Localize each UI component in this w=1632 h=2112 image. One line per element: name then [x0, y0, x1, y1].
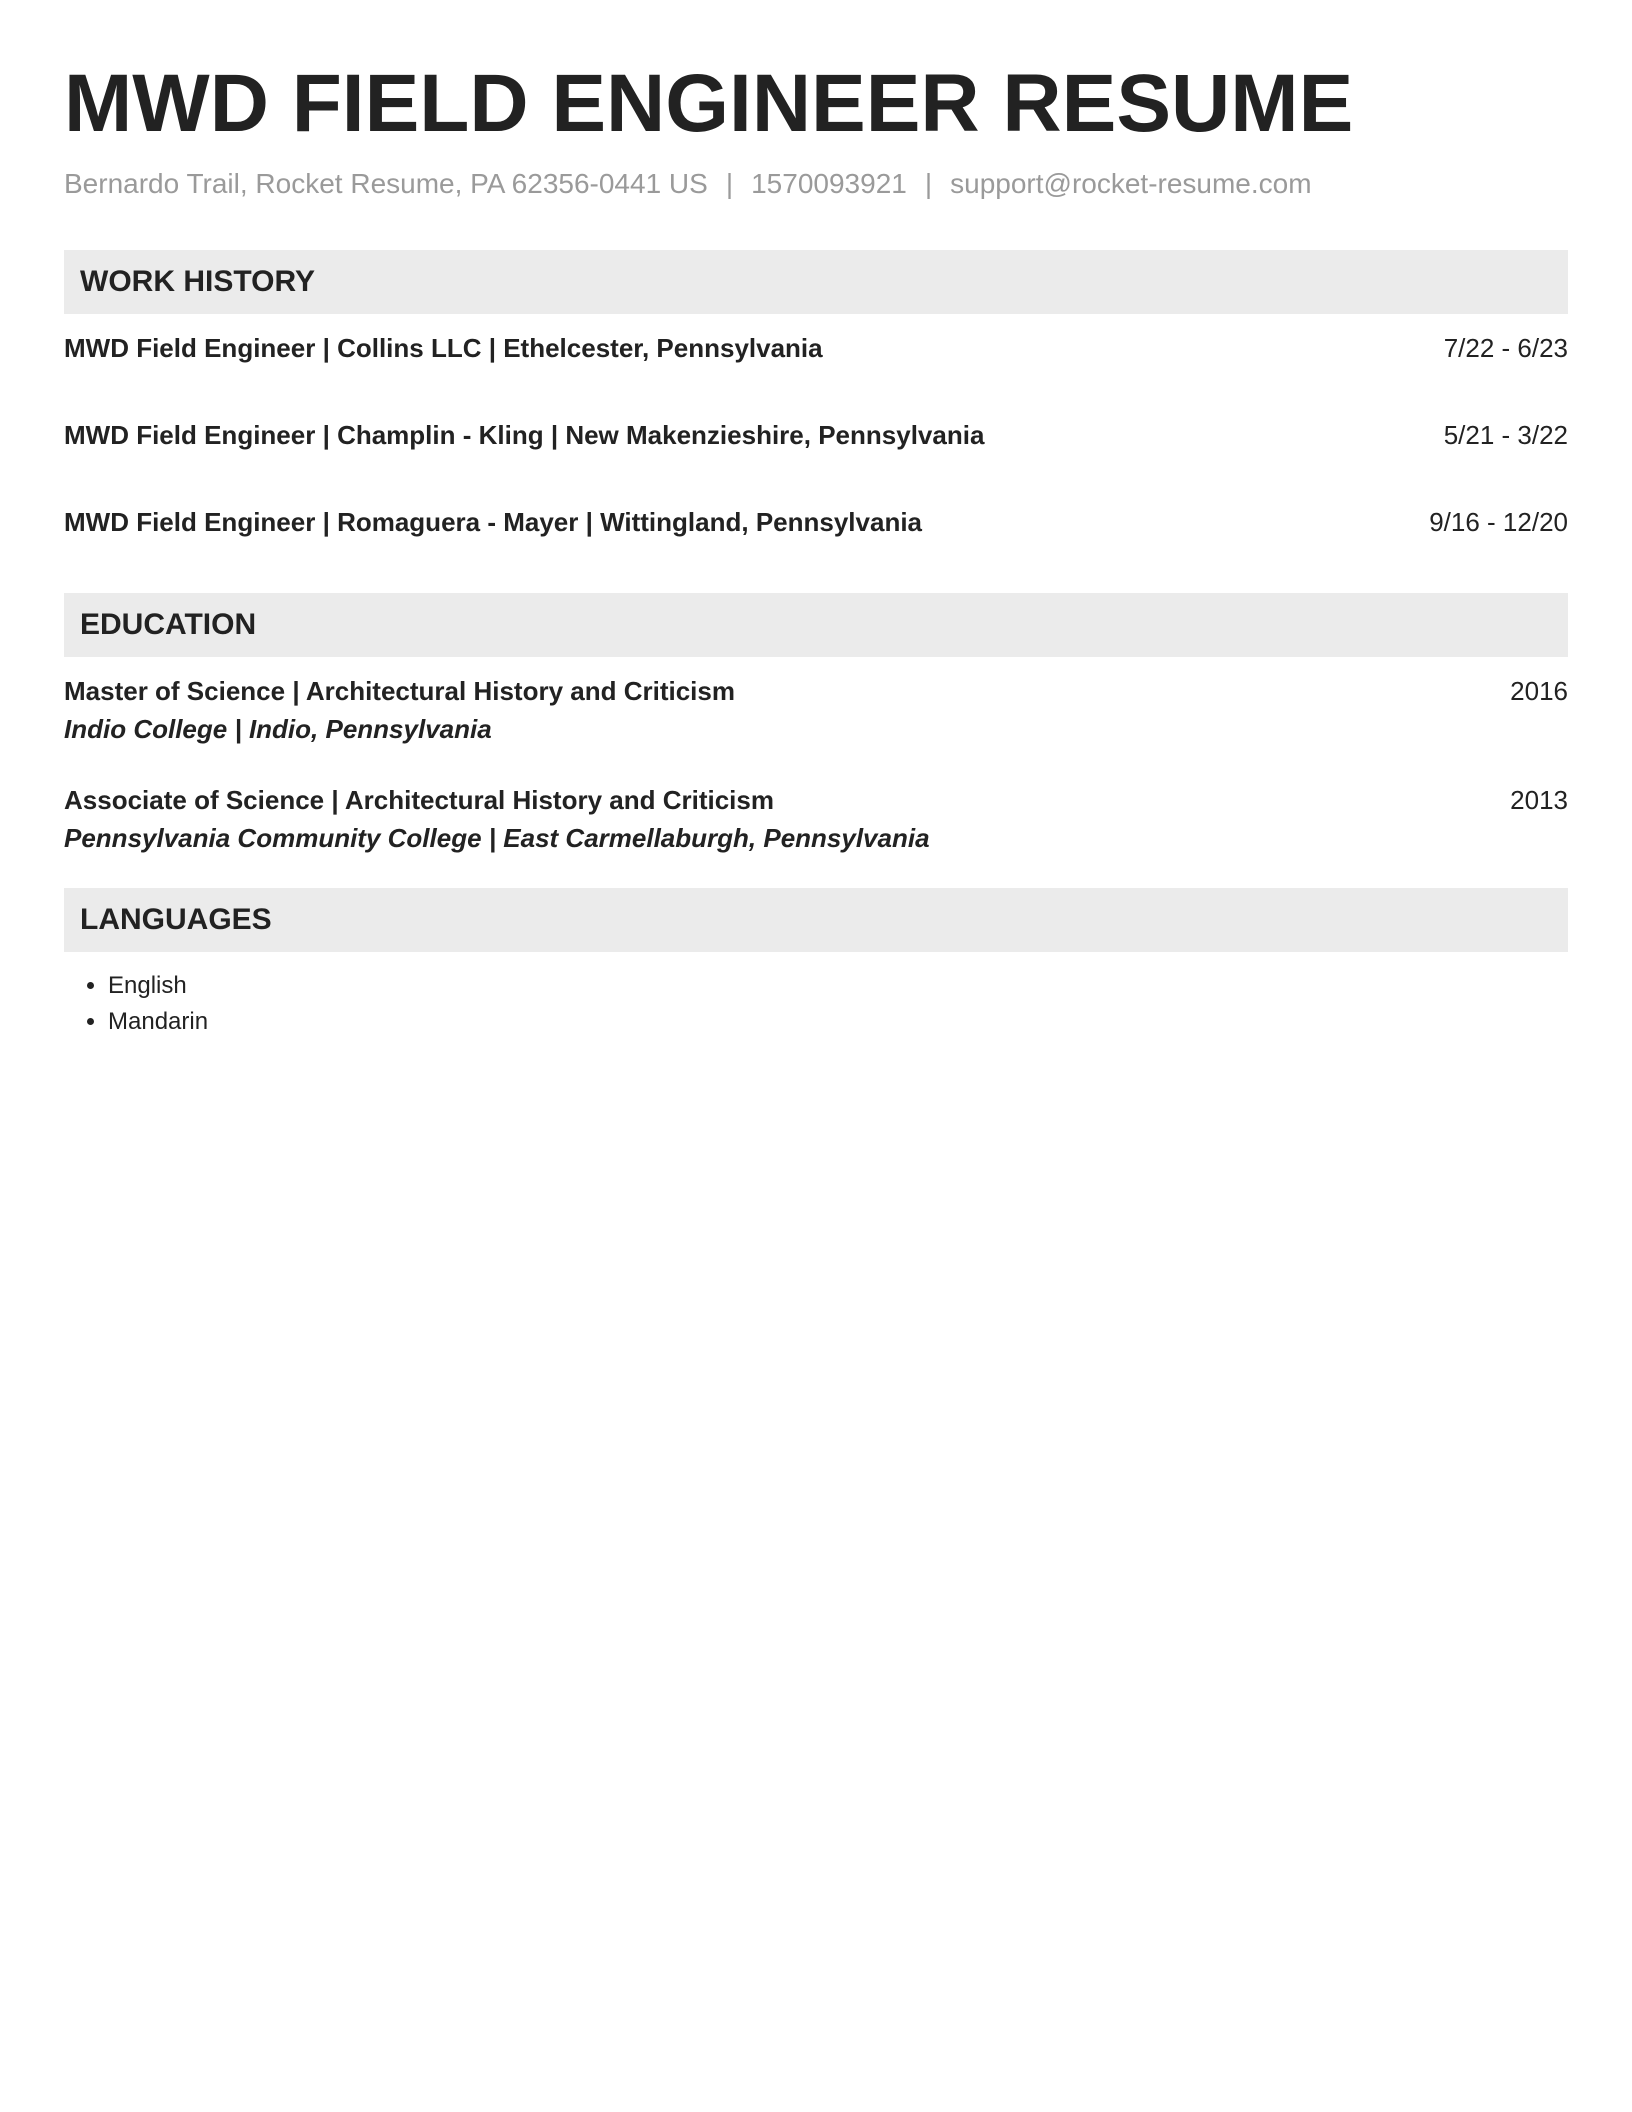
education-section — [64, 593, 1568, 855]
education-entry — [64, 674, 1568, 746]
section-title: EDUCATION — [80, 608, 257, 641]
job-title: MWD Field Engineer | Champlin - Kling | New Makenzieshire, Pennsylvania — [64, 420, 985, 450]
section-header-education — [64, 593, 1568, 657]
contact-separator: | — [725, 168, 734, 199]
education-degree: Master of Science | Architectural History and Criticism — [64, 676, 735, 706]
contact-line — [64, 166, 1568, 202]
languages-section — [64, 888, 1568, 1040]
education-school: Pennsylvania Community College | East Carmellaburgh, Pennsylvania — [64, 823, 930, 853]
education-degree-row — [64, 783, 1568, 817]
contact-separator: | — [924, 168, 933, 199]
job-entry — [64, 418, 1568, 452]
contact-phone: 1570093921 — [751, 168, 907, 199]
job-dates: 7/22 - 6/23 — [1443, 333, 1568, 363]
language-list — [64, 968, 1568, 1040]
list-item: • English — [108, 968, 1568, 1004]
job-title: MWD Field Engineer | Romaguera - Mayer | Wittingland, Pennsylvania — [64, 507, 923, 537]
education-entry — [64, 783, 1568, 855]
job-dates: 9/16 - 12/20 — [1429, 507, 1568, 537]
contact-email: support@rocket-resume.com — [950, 168, 1312, 199]
job-title: MWD Field Engineer | Collins LLC | Ethelcester, Pennsylvania — [64, 333, 823, 363]
job-entry — [64, 505, 1568, 539]
education-list — [64, 657, 1568, 855]
education-school: Indio College | Indio, Pennsylvania — [64, 714, 492, 744]
education-year: 2013 — [1510, 785, 1568, 815]
list-item: • Mandarin — [108, 1004, 1568, 1040]
education-degree: Associate of Science | Architectural History and Criticism — [64, 785, 774, 815]
job-list — [64, 314, 1568, 539]
work-history-section — [64, 250, 1568, 539]
education-year: 2016 — [1510, 676, 1568, 706]
section-header-work-history — [64, 250, 1568, 314]
page-title: MWD FIELD ENGINEER RESUME — [64, 58, 1354, 149]
section-title: WORK HISTORY — [80, 265, 316, 298]
contact-address: Bernardo Trail, Rocket Resume, PA 62356-0441 US — [64, 168, 708, 199]
education-degree-row — [64, 674, 1568, 708]
job-dates: 5/21 - 3/22 — [1443, 420, 1568, 450]
section-title: LANGUAGES — [80, 903, 272, 936]
job-entry — [64, 331, 1568, 365]
section-header-languages — [64, 888, 1568, 952]
